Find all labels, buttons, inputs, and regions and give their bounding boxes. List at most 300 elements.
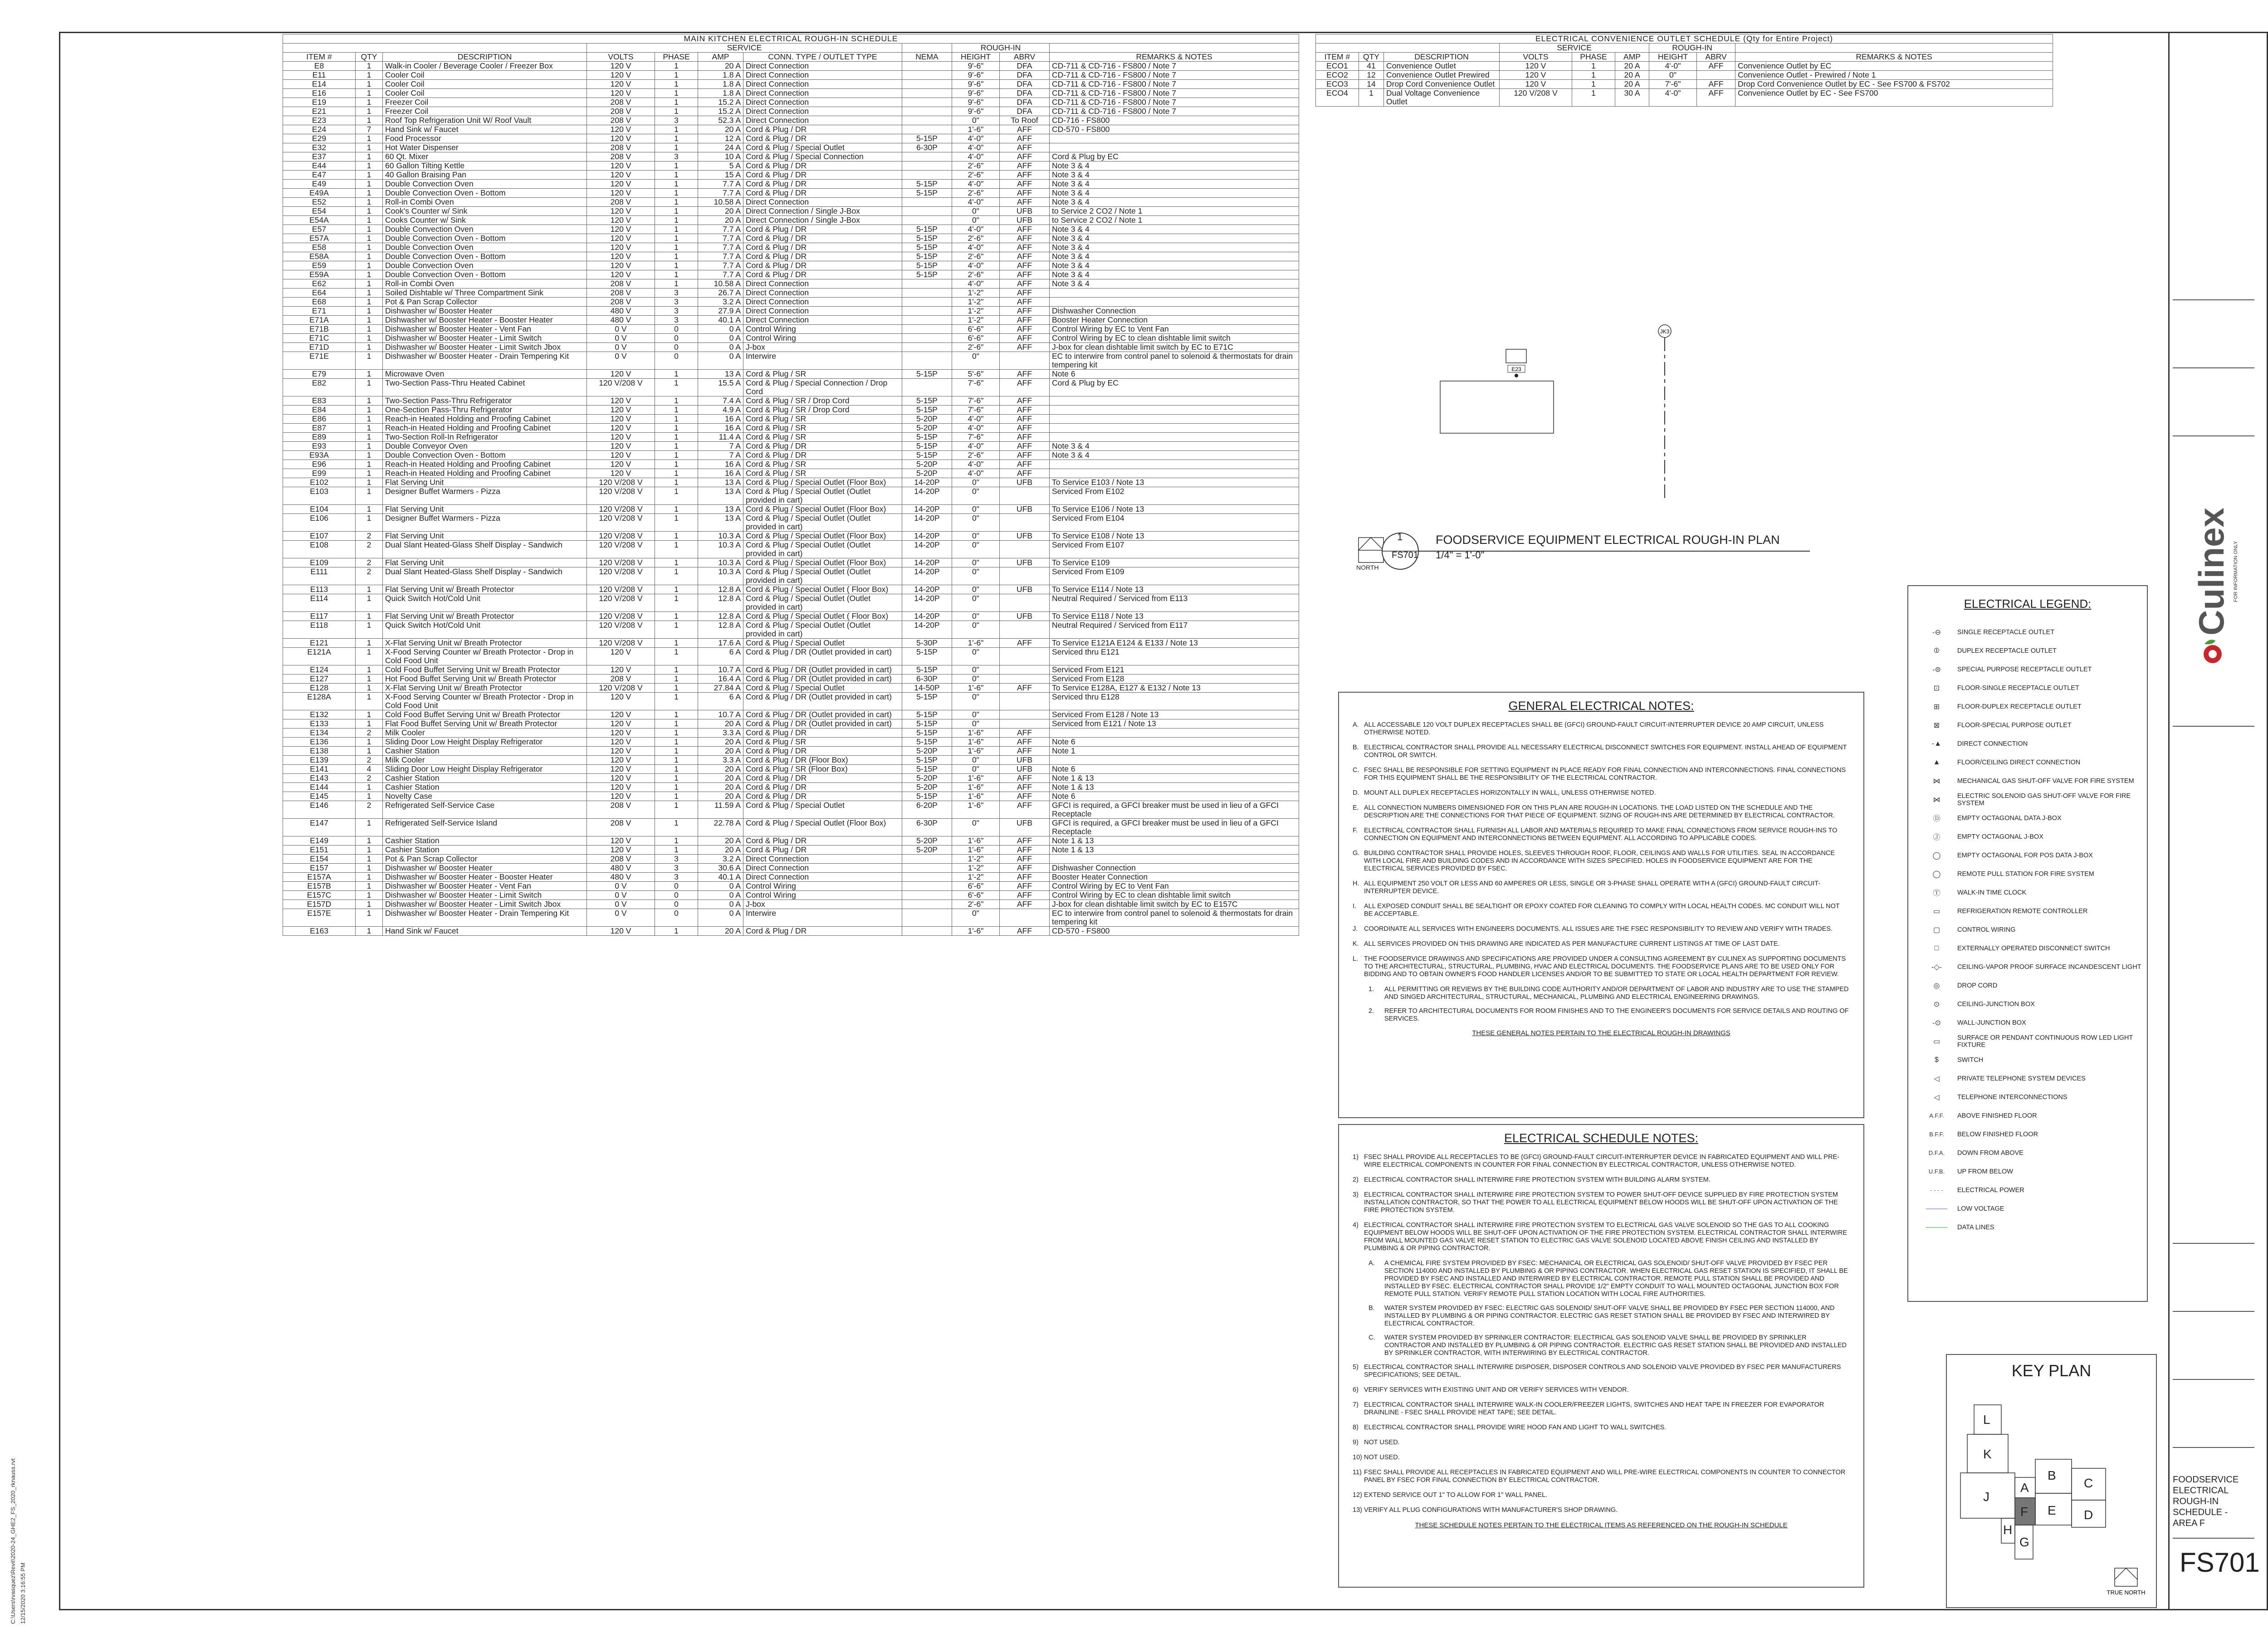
table-cell: Convenience Outlet: [1384, 62, 1500, 71]
note-text: EXTEND SERVICE OUT 1" TO ALLOW FOR 1" WALL PANEL.: [1364, 1491, 1548, 1499]
table-cell: Serviced From E121: [1050, 665, 1299, 675]
key-area-label: K: [1983, 1447, 1992, 1461]
table-cell: 120 V/208 V: [587, 594, 655, 612]
table-cell: Direct Connection: [743, 80, 902, 89]
table-cell: 1: [655, 225, 698, 234]
table-cell: 120 V/208 V: [587, 639, 655, 648]
table-cell: AFF: [1000, 774, 1050, 783]
table-cell: 0: [655, 882, 698, 891]
table-cell: 1: [655, 756, 698, 765]
table-cell: Cord & Plug / Special Connection: [743, 152, 902, 161]
table-cell: 7 A: [698, 442, 743, 451]
table-cell: E14: [283, 80, 356, 89]
table-cell: Cord & Plug / DR: [743, 846, 902, 855]
note-marker: 13): [1353, 1506, 1362, 1514]
table-cell: To Service E118 / Note 13: [1050, 612, 1299, 621]
table-cell: 20 A: [698, 836, 743, 846]
table-cell: DFA: [1000, 107, 1050, 116]
table-cell: Cord & Plug / DR (Outlet provided in cart): [743, 675, 902, 684]
note-marker: A.: [1369, 1260, 1375, 1267]
table-cell: 5-20P: [902, 836, 952, 846]
note-marker: E.: [1353, 804, 1359, 812]
table-cell: 120 V: [587, 424, 655, 433]
legend-row: [1908, 1069, 2147, 1088]
table-cell: 120 V: [587, 415, 655, 424]
plan-title: FOODSERVICE EQUIPMENT ELECTRICAL ROUGH-IN PLAN: [1436, 533, 1780, 547]
table-cell: 1: [356, 836, 383, 846]
table-cell: 1: [356, 98, 383, 107]
table-cell: 120 V: [587, 451, 655, 460]
table-cell: 1: [655, 189, 698, 198]
table-cell: E107: [283, 532, 356, 541]
table-cell: 1'-6": [952, 846, 1000, 855]
table-cell: Sliding Door Low Height Display Refrigerator: [383, 765, 587, 774]
note-marker: D.: [1353, 789, 1359, 797]
table-row: [283, 116, 1299, 125]
table-cell: 3: [655, 298, 698, 307]
table-cell: 0 A: [698, 882, 743, 891]
table-cell: 480 V: [587, 873, 655, 882]
table-cell: Neutral Required / Serviced from E113: [1050, 594, 1299, 612]
table-cell: 5-15P: [902, 756, 952, 765]
table-cell: 1: [356, 161, 383, 171]
table-cell: Direct Connection: [743, 288, 902, 298]
key-plan: [1946, 1354, 2157, 1608]
table-cell: 15.2 A: [698, 98, 743, 107]
table-cell: 0": [952, 478, 1000, 487]
table-cell: Note 3 & 4: [1050, 252, 1299, 261]
table-row: [283, 891, 1299, 900]
table-cell: Cord & Plug / Special Outlet: [743, 801, 902, 819]
table-cell: To Service E109: [1050, 558, 1299, 567]
table-cell: 5-15P: [902, 693, 952, 710]
table-cell: 120 V: [587, 728, 655, 738]
table-row: [283, 352, 1299, 370]
table-cell: Cord & Plug / Special Outlet (Floor Box): [743, 505, 902, 514]
table-cell: AFF: [1000, 855, 1050, 864]
table-cell: 7'-6": [952, 406, 1000, 415]
legend-label: REFRIGERATION REMOTE CONTROLLER: [1957, 907, 2088, 915]
file-path-stamp: [9, 1406, 32, 1633]
table-cell: UFB: [1000, 532, 1050, 541]
table-cell: Cord & Plug / DR: [743, 171, 902, 180]
table-cell: 5-15P: [902, 792, 952, 801]
table-cell: E157D: [283, 900, 356, 909]
table-row: [283, 505, 1299, 514]
legend-label: PRIVATE TELEPHONE SYSTEM DEVICES: [1957, 1075, 2086, 1082]
note-item: [1339, 804, 1863, 820]
table-cell: 0": [952, 594, 1000, 612]
table-cell: To Service E103 / Note 13: [1050, 478, 1299, 487]
table-cell: 120 V/208 V: [587, 612, 655, 621]
table-cell: 1: [1572, 89, 1615, 107]
table-cell: Designer Buffet Warmers - Pizza: [383, 514, 587, 532]
table-cell: 1: [356, 442, 383, 451]
table-cell: Note 1 & 13: [1050, 836, 1299, 846]
table-cell: 120 V: [587, 648, 655, 665]
legend-label: FLOOR-SPECIAL PURPOSE OUTLET: [1957, 721, 2072, 729]
table-cell: Cord & Plug / DR (Floor Box): [743, 756, 902, 765]
table-cell: 7.7 A: [698, 261, 743, 270]
table-cell: UFB: [1000, 756, 1050, 765]
note-text: ALL SERVICES PROVIDED ON THIS DRAWING ARE INDICATED AS PER MANUFACTURE CURRENT LISTINGS AT TIME OF LAST DATE.: [1364, 940, 1780, 948]
legend-row: [1908, 1162, 2147, 1181]
table-cell: 120 V: [587, 927, 655, 936]
legend-title: ELECTRICAL LEGEND:: [1964, 597, 2092, 611]
table-row: [283, 125, 1299, 134]
note-item: [1339, 903, 1863, 918]
table-row: [283, 621, 1299, 639]
table-cell: Cashier Station: [383, 846, 587, 855]
note-marker: B.: [1369, 1305, 1375, 1312]
table-cell: 120 V: [587, 62, 655, 71]
table-row: [283, 710, 1299, 719]
table-cell: E151: [283, 846, 356, 855]
table-cell: Flat Serving Unit w/ Breath Protector: [383, 612, 587, 621]
legend-label: UP FROM BELOW: [1957, 1168, 2013, 1175]
table-cell: E52: [283, 198, 356, 207]
table-cell: Cord & Plug / Special Connection / Drop Cord: [743, 379, 902, 396]
table-cell: Flat Food Buffet Serving Unit w/ Breath Protector: [383, 719, 587, 728]
table-row: [283, 98, 1299, 107]
table-cell: [902, 80, 952, 89]
table-row: [283, 460, 1299, 469]
table-cell: 1: [356, 648, 383, 665]
table-cell: X-Food Serving Counter w/ Breath Protector - Drop in Cold Food Unit: [383, 693, 587, 710]
table-cell: Direct Connection: [743, 71, 902, 80]
table-cell: E68: [283, 298, 356, 307]
table-cell: E141: [283, 765, 356, 774]
table-cell: 1: [655, 846, 698, 855]
table-cell: Cord & Plug / Special Outlet (Outlet provided in cart): [743, 487, 902, 505]
table-cell: 14-20P: [902, 612, 952, 621]
table-cell: Drop Cord Convenience Outlet: [1384, 80, 1500, 89]
table-cell: E93: [283, 442, 356, 451]
note-item: [1339, 721, 1863, 737]
table-cell: Double Conveyor Oven: [383, 442, 587, 451]
table-cell: Serviced thru E121: [1050, 648, 1299, 665]
table-cell: 208 V: [587, 143, 655, 152]
table-cell: X-Food Serving Counter w/ Breath Protector - Drop in Cold Food Unit: [383, 648, 587, 665]
table-row: [283, 469, 1299, 478]
table-cell: 5-20P: [902, 774, 952, 783]
table-row: [283, 541, 1299, 558]
note-marker: G.: [1353, 850, 1360, 857]
table-cell: 480 V: [587, 316, 655, 325]
note-text: ALL PERMITTING OR REVIEWS BY THE BUILDING CODE AUTHORITY AND/OR DEPARTMENT OF LABOR AND INDUSTRY ARE TO USE THE STAMPED AND SINGED ARCHITECTURAL, STRUCTURAL, MECHANICAL, PLUMBING AND ELECTRICAL ENGINEERING DRAWINGS.: [1384, 986, 1849, 1001]
table-cell: 0: [655, 325, 698, 334]
key-area-label: H: [2003, 1523, 2013, 1537]
table-cell: Direct Connection: [743, 298, 902, 307]
table-cell: 1: [655, 379, 698, 396]
table-cell: AFF: [1000, 846, 1050, 855]
note-text: WATER SYSTEM PROVIDED BY FSEC: ELECTRIC GAS SOLENOID/ SHUT-OFF VALVE SHALL BE PROVIDED BY FSEC PER SECTION 114000, AND INSTALLED BY PLUMBING & OR PIPING CONTRACTOR. ELECTRIC GAS RESET STATION SHALL BE PROVIDED BY FSEC AND INTERWIRED BY ELECTRICAL CONTRACTOR.: [1384, 1305, 1835, 1327]
table-cell: Cord & Plug / DR: [743, 270, 902, 279]
note-text: ELECTRICAL CONTRACTOR SHALL INTERWIRE FIRE PROTECTION SYSTEM TO ELECTRICAL GAS VALVE SOLENOID SO THE GAS TO ALL COOKING EQUIPMENT BELOW HOODS WILL BE SHUT-OFF UPON ACTIVATION OF THE FIRE PROTECTION SYSTEM. ELECTRICAL CONTRACTOR SHALL INTERWIRE FROM WALL MOUNTED GAS VALVE RESET STATION TO ELECTRIC GAS VALVE SOLENOID LOCATED ABOVE FINISH CEILING AND INSTALLED BY PLUMBING & OR PIPING CONTRACTOR.: [1364, 1222, 1848, 1252]
table-cell: 1: [356, 783, 383, 792]
table-cell: Cord & Plug / DR: [743, 125, 902, 134]
table-cell: Note 3 & 4: [1050, 171, 1299, 180]
table-cell: 120 V: [587, 719, 655, 728]
legend-row: [1908, 865, 2147, 883]
table-cell: [902, 343, 952, 352]
table-cell: 1: [655, 161, 698, 171]
table-cell: [1050, 433, 1299, 442]
table-row: [283, 451, 1299, 460]
legend-label: FLOOR-SINGLE RECEPTACLE OUTLET: [1957, 684, 2079, 692]
view-number: 1: [1397, 531, 1403, 543]
table-cell: E64: [283, 288, 356, 298]
table-cell: 1: [356, 460, 383, 469]
table-cell: Cord & Plug / DR: [743, 836, 902, 846]
table-cell: 120 V/208 V: [1500, 89, 1572, 107]
table-cell: 3: [655, 855, 698, 864]
table-cell: 1'-2": [952, 288, 1000, 298]
table-cell: Cord & Plug by EC: [1050, 152, 1299, 161]
table-cell: Cord & Plug / DR: [743, 189, 902, 198]
table-cell: 2'-6": [952, 900, 1000, 909]
legend-row: [1908, 939, 2147, 958]
legend-row: [1908, 1051, 2147, 1069]
note-marker: K.: [1353, 940, 1359, 948]
table-cell: AFF: [1000, 370, 1050, 379]
table-cell: 0 A: [698, 352, 743, 370]
table-cell: Direct Connection: [743, 307, 902, 316]
main-col-header: QTY: [356, 53, 383, 62]
table-cell: 1: [655, 234, 698, 243]
legend-symbol-icon: ▭: [1933, 907, 1941, 915]
table-cell: AFF: [1000, 189, 1050, 198]
table-cell: Direct Connection: [743, 198, 902, 207]
table-cell: [902, 298, 952, 307]
table-cell: 1: [356, 152, 383, 161]
legend-label: DIRECT CONNECTION: [1957, 740, 2028, 748]
table-cell: 1: [655, 396, 698, 406]
table-cell: Cord & Plug / Special Outlet (Outlet provided in cart): [743, 541, 902, 558]
table-cell: Roll-in Combi Oven: [383, 279, 587, 288]
table-cell: 208 V: [587, 801, 655, 819]
table-cell: 11.59 A: [698, 801, 743, 819]
table-row: [283, 693, 1299, 710]
table-cell: 120 V: [587, 836, 655, 846]
table-cell: 10.3 A: [698, 541, 743, 558]
table-cell: 120 V: [1500, 80, 1572, 89]
table-cell: 5-15P: [902, 710, 952, 719]
table-cell: 6'-6": [952, 334, 1000, 343]
table-cell: 3.2 A: [698, 855, 743, 864]
table-cell: [1697, 71, 1735, 80]
table-cell: 3: [655, 116, 698, 125]
legend-symbol-icon: ⊡: [1933, 684, 1940, 692]
table-cell: To Service E121A E124 & E133 / Note 13: [1050, 639, 1299, 648]
table-cell: [902, 71, 952, 80]
table-cell: E111: [283, 567, 356, 585]
sheet-desc-line-4: SCHEDULE -: [2173, 1507, 2228, 1517]
note-marker: 2.: [1369, 1007, 1374, 1015]
table-cell: E59A: [283, 270, 356, 279]
table-cell: Cord & Plug / Special Outlet (Floor Box): [743, 532, 902, 541]
title-block-line-2: [2173, 367, 2254, 368]
table-cell: [902, 855, 952, 864]
logo-wordmark: Culinex: [2191, 508, 2231, 636]
table-cell: 0 V: [587, 325, 655, 334]
table-cell: 120 V: [587, 442, 655, 451]
table-cell: 40.1 A: [698, 316, 743, 325]
table-cell: 0": [952, 612, 1000, 621]
legend-row: [1908, 1032, 2147, 1051]
table-row: [283, 873, 1299, 882]
table-cell: Cord & Plug / DR: [743, 243, 902, 252]
table-cell: 1: [655, 415, 698, 424]
table-cell: Direct Connection: [743, 62, 902, 71]
table-cell: E99: [283, 469, 356, 478]
note-text: COORDINATE ALL SERVICES WITH ENGINEERS DOCUMENTS. ALL ISSUES ARE THE FSEC RESPONSIBILITY TO REVIEW AND VERIFY WITH TRADES.: [1364, 925, 1833, 933]
table-cell: [902, 873, 952, 882]
electrical-schedule-notes: [1338, 1124, 1864, 1588]
table-cell: Convenience Outlet by EC - See FS700: [1735, 89, 2053, 107]
table-cell: 16 A: [698, 424, 743, 433]
main-col-header: NEMA: [902, 53, 952, 62]
table-cell: 1: [655, 207, 698, 216]
table-row: [283, 594, 1299, 612]
table-cell: 0": [952, 567, 1000, 585]
legend-row: [1908, 697, 2147, 716]
legend-symbol-icon: □: [1934, 944, 1939, 952]
note-item: [1364, 1305, 1863, 1328]
table-cell: 14-20P: [902, 487, 952, 505]
table-cell: E21: [283, 107, 356, 116]
table-cell: 1: [356, 684, 383, 693]
table-cell: 9'-6": [952, 62, 1000, 71]
note-text: REFER TO ARCHITECTURAL DOCUMENTS FOR ROOM FINISHES AND TO THE ENGINEER'S DOCUMENTS FOR SERVICE DETAILS AND ROUTING OF SERVICES.: [1384, 1007, 1849, 1022]
table-cell: 1: [356, 189, 383, 198]
table-cell: 5-20P: [902, 747, 952, 756]
main-col-header: AMP: [698, 53, 743, 62]
table-cell: AFF: [1000, 639, 1050, 648]
table-cell: E157B: [283, 882, 356, 891]
table-cell: 1: [356, 62, 383, 71]
table-row: [283, 882, 1299, 891]
table-cell: Control Wiring by EC to clean dishtable limit switch: [1050, 334, 1299, 343]
table-cell: E57A: [283, 234, 356, 243]
table-cell: 120 V: [587, 243, 655, 252]
general-notes-sublist: [1339, 986, 1863, 1023]
table-cell: Two-Section Roll-In Refrigerator: [383, 433, 587, 442]
table-cell: AFF: [1000, 180, 1050, 189]
table-cell: Cord & Plug / DR: [743, 451, 902, 460]
table-cell: 120 V/208 V: [587, 621, 655, 639]
legend-list: [1908, 623, 2147, 1237]
table-cell: 1: [655, 198, 698, 207]
table-cell: 5-15P: [902, 738, 952, 747]
table-cell: 1: [356, 819, 383, 836]
table-cell: Serviced From E128: [1050, 675, 1299, 684]
table-cell: E113: [283, 585, 356, 594]
legend-label: DATA LINES: [1957, 1223, 1994, 1231]
table-row: [283, 927, 1299, 936]
note-marker: 7): [1353, 1401, 1359, 1408]
table-cell: Serviced From E102: [1050, 487, 1299, 505]
table-cell: 20 A: [698, 125, 743, 134]
table-cell: E145: [283, 792, 356, 801]
table-cell: AFF: [1000, 728, 1050, 738]
table-cell: AFF: [1000, 379, 1050, 396]
table-cell: 7.7 A: [698, 225, 743, 234]
table-row: [283, 567, 1299, 585]
table-cell: [902, 279, 952, 288]
table-cell: 0": [952, 487, 1000, 505]
table-cell: [1000, 719, 1050, 728]
table-cell: 120 V: [587, 234, 655, 243]
table-cell: 6 A: [698, 648, 743, 665]
table-cell: Cord & Plug / SR: [743, 469, 902, 478]
table-cell: AFF: [1000, 125, 1050, 134]
sheet-desc-line-1: FOODSERVICE: [2173, 1475, 2239, 1485]
table-cell: 208 V: [587, 675, 655, 684]
table-cell: 5-15P: [902, 719, 952, 728]
table-cell: E114: [283, 594, 356, 612]
table-cell: Cord & Plug / Special Outlet (Floor Box): [743, 819, 902, 836]
table-cell: 3: [655, 864, 698, 873]
table-cell: 1'-6": [952, 792, 1000, 801]
table-cell: Control Wiring: [743, 325, 902, 334]
table-cell: To Service E114 / Note 13: [1050, 585, 1299, 594]
table-cell: UFB: [1000, 478, 1050, 487]
table-cell: E54: [283, 207, 356, 216]
table-cell: [1000, 352, 1050, 370]
legend-row: [1908, 902, 2147, 920]
table-cell: 0": [952, 505, 1000, 514]
table-cell: 4: [356, 765, 383, 774]
table-cell: 120 V: [587, 270, 655, 279]
table-cell: 5-15P: [902, 765, 952, 774]
note-marker: F.: [1353, 827, 1358, 834]
table-cell: 4'-0": [952, 469, 1000, 478]
table-cell: 4'-0": [952, 279, 1000, 288]
table-cell: [1050, 460, 1299, 469]
note-item: [1339, 827, 1863, 842]
table-cell: DFA: [1000, 98, 1050, 107]
table-cell: E121A: [283, 648, 356, 665]
legend-row: [1908, 679, 2147, 697]
table-cell: 20 A: [698, 747, 743, 756]
table-row: [283, 152, 1299, 161]
table-cell: AFF: [1000, 684, 1050, 693]
table-cell: 4'-0": [952, 460, 1000, 469]
table-cell: To Service E106 / Note 13: [1050, 505, 1299, 514]
table-cell: AFF: [1000, 406, 1050, 415]
title-block-line-1: [2173, 299, 2254, 300]
table-row: [283, 433, 1299, 442]
table-cell: 12.8 A: [698, 594, 743, 612]
table-cell: AFF: [1697, 89, 1735, 107]
table-row: [283, 756, 1299, 765]
table-cell: 0 A: [698, 891, 743, 900]
table-cell: AFF: [1000, 469, 1050, 478]
key-area-label: D: [2084, 1508, 2093, 1522]
table-cell: [1000, 567, 1050, 585]
table-row: [283, 487, 1299, 505]
table-cell: 12.8 A: [698, 621, 743, 639]
legend-label: ABOVE FINISHED FLOOR: [1957, 1112, 2037, 1120]
table-cell: Cord & Plug / DR (Outlet provided in cart): [743, 693, 902, 710]
table-cell: E106: [283, 514, 356, 532]
legend-label: SURFACE OR PENDANT CONTINUOUS ROW LED LIGHT FIXTURE: [1957, 1034, 2133, 1049]
table-cell: 6'-6": [952, 325, 1000, 334]
note-text: VERIFY ALL PLUG CONFIGURATIONS WITH MANUFACTURER'S SHOP DRAWING.: [1364, 1506, 1618, 1514]
table-cell: Double Convection Oven - Bottom: [383, 234, 587, 243]
table-cell: Cord & Plug / SR / Drop Cord: [743, 406, 902, 415]
